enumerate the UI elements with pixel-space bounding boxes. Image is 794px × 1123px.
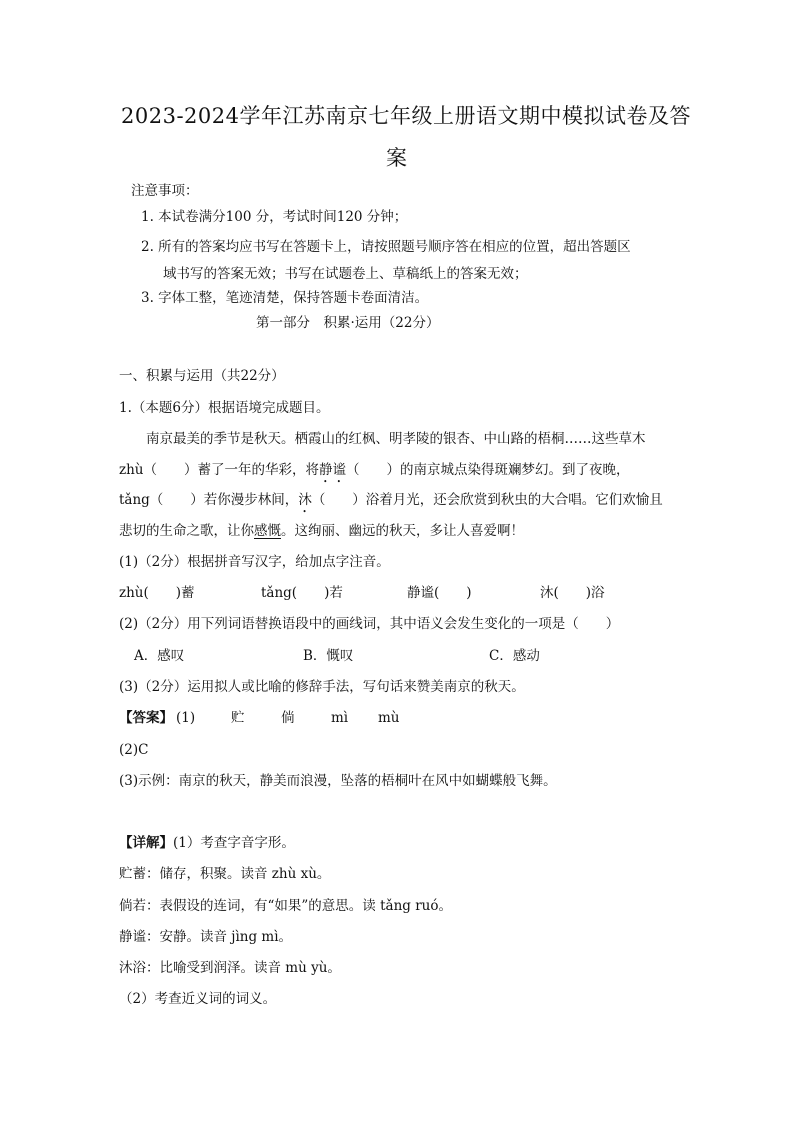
detail-line-6: （2）考查近义词的词义。 [119, 991, 277, 1007]
detail-line-2: 贮蓄：储存，积聚。读音 zhù xù。 [119, 866, 331, 882]
notes-item-3: 3. 字体工整，笔迹清楚，保持答题卡卷面清洁。 [141, 290, 429, 306]
sub-question-1: (1)（2分）根据拼音写汉字，给加点字注音。 [119, 554, 390, 570]
fill-blank-zhu: zhù( )蓄 [119, 585, 195, 601]
detail-label: 【详解】 [119, 835, 173, 851]
answer-2: (2)C [119, 742, 149, 758]
document-title-line1: 2023-2024学年江苏南京七年级上册语文期中模拟试卷及答 [121, 104, 691, 128]
document-title-line2: 案 [386, 146, 408, 170]
answer-1-mu: mù [378, 710, 400, 726]
answer-label: 【答案】 [119, 710, 173, 726]
answer-1-number: (1) [176, 710, 196, 726]
section-heading: 一、积累与运用（共22分） [119, 368, 285, 384]
detail-line-3: 倘若：表假设的连词，有“如果”的意思。读 tǎng ruó。 [119, 898, 452, 914]
passage-line-2: zhù（ ）蓄了一年的华彩，将静谧（ ）的南京城点染得斑斓梦幻。到了夜晚， [119, 462, 630, 478]
question-1: 1.（本题6分）根据语境完成题目。 [119, 400, 330, 416]
answer-1-mi: mì [331, 710, 349, 726]
notes-item-2a: 2. 所有的答案均应书写在答题卡上，请按照题号顺序答在相应的位置，超出答题区 [141, 239, 631, 255]
dotted-word-jingmi: 静谧 [319, 462, 347, 478]
detail-line-5: 沐浴：比喻受到润泽。读音 mù yù。 [119, 960, 341, 976]
detail-line-4: 静谧：安静。读音 jìng mì。 [119, 929, 293, 945]
detail-line-1: 【详解】(1）考查字音字形。 [119, 835, 295, 851]
answer-1-zhu: 贮 [231, 710, 245, 726]
underlined-word-gankai: 感慨 [254, 523, 281, 539]
answer-1-tang: 倘 [281, 710, 295, 726]
answer-3: (3)示例：南京的秋天，静美而浪漫，坠落的梧桐叶在风中如蝴蝶般飞舞。 [119, 773, 557, 789]
notes-heading: 注意事项： [131, 183, 199, 199]
option-c: C．感动 [489, 648, 540, 664]
sub-question-3: (3)（2分）运用拟人或比喻的修辞手法，写句话来赞美南京的秋天。 [119, 679, 525, 695]
passage-line-3: tǎng（ ）若你漫步林间，沐（ ）浴着月光，还会欣赏到秋虫的大合唱。它们欢愉且 [119, 492, 663, 508]
notes-item-2b: 域书写的答案无效；书写在试题卷上、草稿纸上的答案无效； [163, 266, 528, 282]
fill-blank-jingmi: 静谧( ) [407, 585, 472, 601]
option-a: A．感叹 [134, 648, 185, 664]
sub-question-2: (2)（2分）用下列词语替换语段中的画线词，其中语义会发生变化的一项是（ ） [119, 616, 620, 632]
part-heading: 第一部分 积累·运用（22分） [256, 315, 440, 331]
notes-item-1: 1. 本试卷满分100 分，考试时间120 分钟； [141, 209, 408, 225]
fill-blank-tang: tǎng( )若 [261, 585, 343, 601]
option-b: B．慨叹 [303, 648, 354, 664]
passage-line-1: 南京最美的季节是秋天。栖霞山的红枫、明孝陵的银杏、中山路的梧桐……这些草木 [146, 431, 646, 447]
fill-blank-mu: 沐( )浴 [540, 585, 605, 601]
dotted-word-mu: 沐 [298, 492, 312, 508]
passage-line-4: 悲切的生命之歌，让你感慨。这绚丽、幽远的秋天，多让人喜爱啊！ [119, 523, 524, 539]
